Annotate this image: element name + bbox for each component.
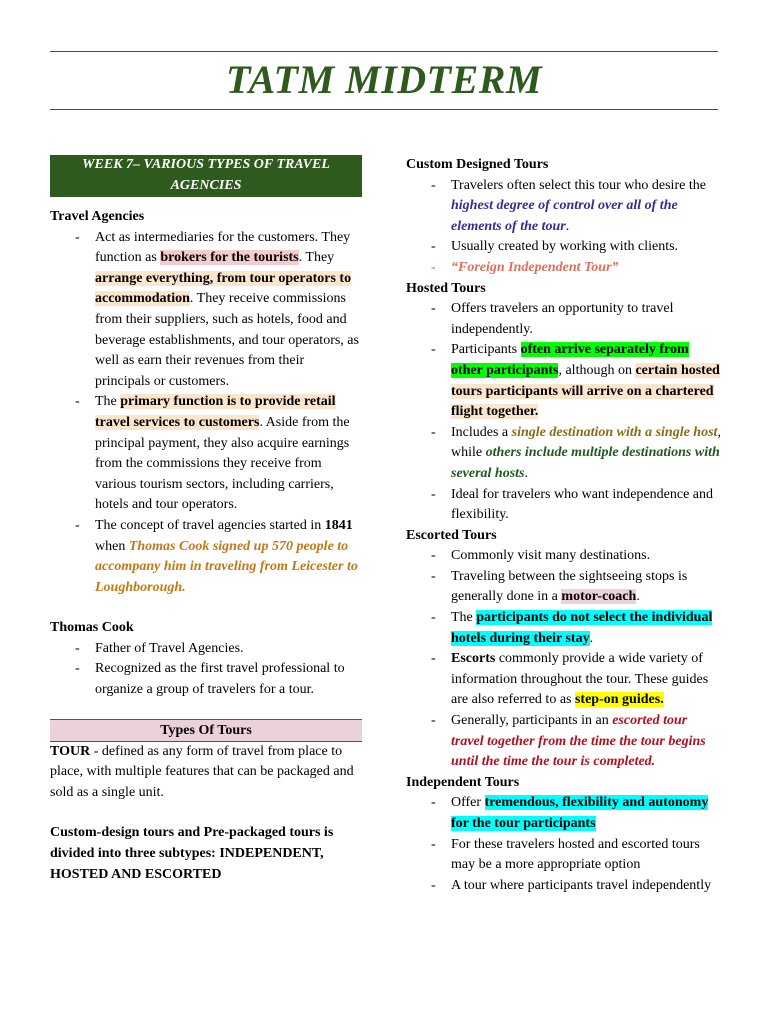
highlight-flexibility: tremendous, flexibility and autonomy for the tour participants [451,795,709,831]
page-title: TATM MIDTERM [225,57,543,102]
year-1841: 1841 [324,517,353,533]
highlight-brokers: brokers for the tourists [160,250,299,266]
list-item: - A tour where participants travel independently [406,876,722,897]
list-item: - For these travelers hosted and escorted tours may be a more appropriate option [406,835,722,876]
tour-term: TOUR [50,743,91,759]
subtypes-paragraph: Custom-design tours and Pre-packaged tours is divided into three subtypes: INDEPENDENT, HOSTED AND ESCORTED [50,825,334,882]
list-item: - The primary function is to provide retail travel services to customers. Aside from the principal payment, they also acquire earnings from the commissions they receive from various tourism sectors, including carriers, hotels and tour operators. [50,392,362,516]
thomas-cook-list [50,639,362,701]
escorted-tours-heading: Escorted Tours [406,527,497,543]
list-item: - The concept of travel agencies started in 1841 when Thomas Cook signed up 570 people to accompany him in traveling from Leicester to Loughborough. [50,516,362,598]
list-item: - Generally, participants in an escorted tour travel together from the time the tour begins until the time the tour is completed. [406,711,722,773]
list-item: - Ideal for travelers who want independence and flexibility. [406,485,722,526]
highlight-chartered-flight: certain hosted tours participants will arrive on a chartered flight together. [451,362,720,420]
types-of-tours-banner: Types Of Tours [50,719,362,742]
independent-tours-heading: Independent Tours [406,774,520,790]
tour-definition: TOUR - defined as any form of travel from place to place, with multiple features that can be packaged and sold as a single unit. [50,743,354,800]
custom-tours-heading: Custom Designed Tours [406,157,549,172]
list-item: - Offers travelers an opportunity to travel independently. [406,299,722,340]
list-item: - Recognized as the first travel professional to organize a group of travelers for a tour. [50,659,362,700]
list-item: - Traveling between the sightseeing stops is generally done in a motor-coach. [406,567,722,608]
list-item: - Commonly visit many destinations. [406,546,722,567]
list-item: - “Foreign Independent Tour” [406,258,722,279]
list-item: - Travelers often select this tour who desire the highest degree of control over all of the elements of the tour. [406,176,722,238]
highlight-arrive-separately: often arrive separately from other participants [451,342,689,378]
week-banner: WEEK 7– VARIOUS TYPES OF TRAVEL AGENCIES [50,155,362,197]
hosted-tours-heading: Hosted Tours [406,280,486,296]
highlight-hotels: participants do not select the individual hotels during their stay [451,610,713,646]
thomas-cook-heading: Thomas Cook [50,620,134,636]
list-item: - Participants often arrive separately from other participants, although on certain hosted tours participants will arrive on a chartered flight together. [406,340,722,422]
hosted-tours-list [406,299,722,526]
thomas-cook-note: Thomas Cook signed up 570 people to accompany him in traveling from Leicester to Loughborough. [95,538,358,595]
list-item: - Escorts commonly provide a wide variety of information throughout the tour. These guides are also referred to as step-on guides. [406,649,722,711]
list-item: - Father of Travel Agencies. [50,639,362,660]
independent-tours-list [406,793,722,896]
list-item: - Offer tremendous, flexibility and autonomy for the tour participants [406,793,722,834]
list-item: - Includes a single destination with a single host, while others include multiple destinations with several hosts. [406,423,722,485]
travel-agencies-heading: Travel Agencies [50,209,145,224]
list-item: - The participants do not select the individual hotels during their stay. [406,608,722,649]
custom-tours-list [406,176,722,279]
highlight-primary-function: primary function is to provide retail travel services to customers [95,394,336,430]
escorted-tours-list [406,546,722,773]
list-item: - Act as intermediaries for the customers. They function as brokers for the tourists. They arrange everything, from tour operators to accommodation. They receive commissions from their suppliers, such as hotels, food and beverage establishments, and tour operators, as well as earn their revenues from their principals or customers. [50,228,362,393]
highlight-single-destination: single destination with a single host [511,424,718,440]
highlight-travel-together: escorted tour travel together from the time the tour begins until the time the tour is completed. [451,713,706,770]
left-column [50,155,362,885]
highlight-step-on-guides: step-on guides. [574,692,664,708]
travel-agencies-list [50,228,362,599]
highlight-multiple-destinations: others include multiple destinations with several hosts [451,445,720,481]
right-column [406,155,722,896]
highlight-motor-coach: motor-coach [561,589,637,605]
escorts-term: Escorts [451,651,496,667]
title-underline-rule [50,109,718,110]
highlight-arrange: arrange everything, from tour operators to accommodation [95,270,352,307]
list-item: - Usually created by working with clients. [406,237,722,258]
top-rule [50,51,718,52]
highlight-control: highest degree of control over all of the elements of the tour [451,198,678,234]
